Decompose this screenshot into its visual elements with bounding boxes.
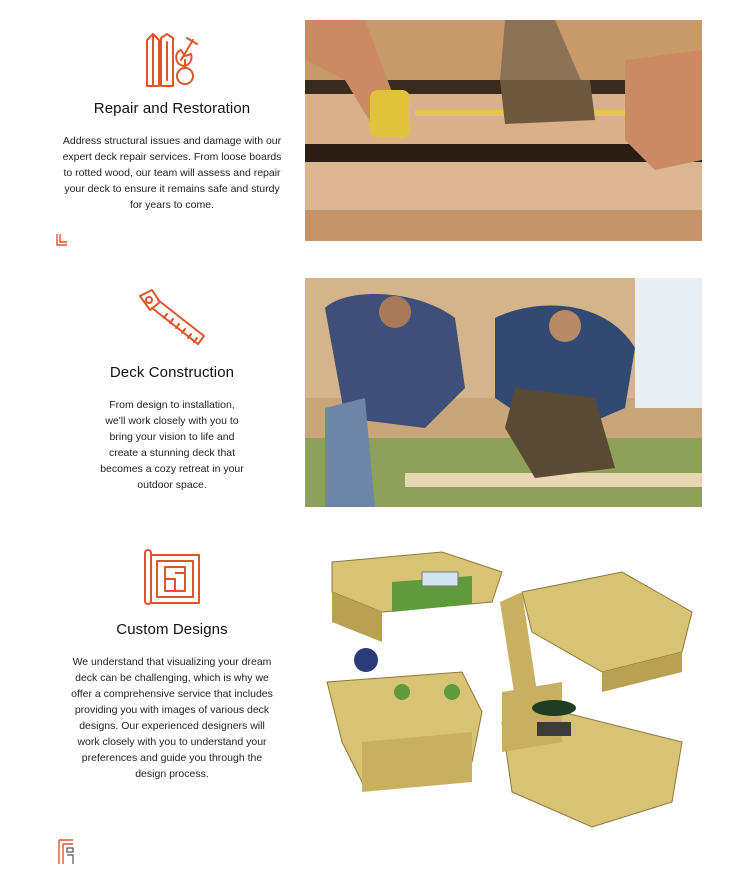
service-title: Deck Construction [109, 364, 235, 381]
service-title: Custom Designs [116, 621, 228, 638]
service-construction [0, 260, 751, 520]
deck-designs-renderings [322, 542, 702, 832]
service-title: Repair and Restoration [93, 100, 251, 117]
service-description: From design to installation, we'll work closely with you to bring your vision to life and create a stunning deck that becomes a cozy retreat in your outdoor space. [100, 399, 244, 491]
service-designs-text [60, 547, 284, 782]
service-description: We understand that visualizing your dream deck can be challenging, which is why we offer a comprehensive service that includes providing you with images of various deck designs. Our experienced designers will work closely with you to understand your preferences and guide you through the design process. [71, 656, 273, 780]
brand-logo-icon [57, 838, 75, 866]
construction-photo [305, 278, 702, 507]
handsaw-icon [136, 288, 208, 350]
small-brand-icon [55, 233, 69, 247]
service-description: Address structural issues and damage with our expert deck repair services. From loose boards to rotted wood, our team will assess and repair your deck to ensure it remains safe and sturdy for years to come. [62, 135, 282, 211]
service-construction-text [60, 288, 284, 493]
repair-tools-icon [141, 30, 203, 90]
service-custom-designs [0, 520, 751, 886]
blueprint-icon [141, 547, 203, 607]
service-repair-text [60, 30, 284, 213]
repair-photo [305, 20, 702, 241]
service-repair [0, 0, 751, 260]
